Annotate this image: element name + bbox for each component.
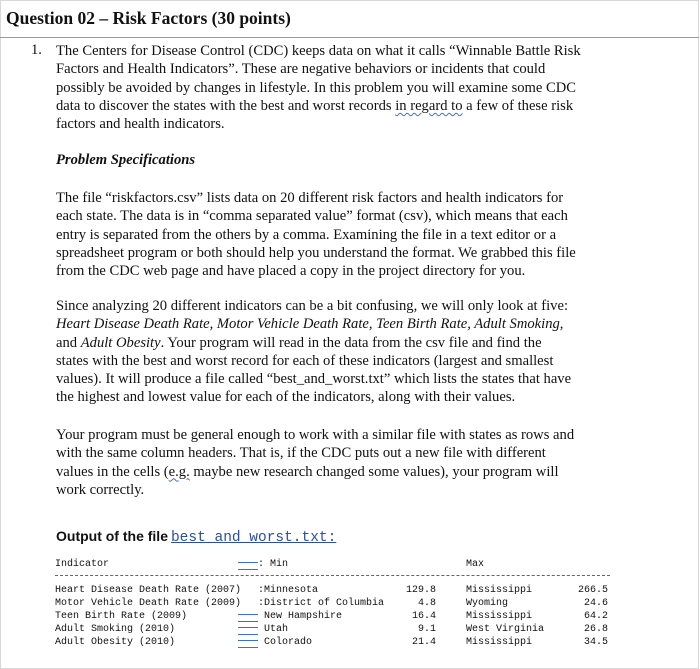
header-min: : Min bbox=[258, 559, 289, 570]
row-max-value: 64.2 bbox=[583, 611, 608, 622]
output-label-text: Output of the file bbox=[56, 528, 168, 544]
heading-divider bbox=[0, 37, 699, 38]
intro-line-5: factors and health indicators. bbox=[56, 116, 225, 133]
row-grammar-mark bbox=[238, 614, 258, 622]
intro-line-2: Factors and Health Indicators”. These are negative behaviors or incidents that could bbox=[56, 61, 546, 78]
eg-grammar-flag[interactable]: e.g. bbox=[168, 463, 190, 480]
para3-line-3a: values in the cells ( bbox=[56, 463, 169, 480]
row-min-value: 129.8 bbox=[405, 585, 436, 596]
row-indicator: Adult Obesity (2010) bbox=[55, 637, 176, 648]
table-divider bbox=[55, 575, 610, 576]
row-min-state: Colorado bbox=[264, 637, 313, 648]
row-max-value: 26.8 bbox=[583, 624, 608, 635]
row-max-state: West Virginia bbox=[466, 624, 545, 635]
header-max: Max bbox=[466, 559, 485, 570]
row-max-state: Mississippi bbox=[466, 585, 533, 596]
para3-line-4: work correctly. bbox=[56, 481, 145, 498]
row-min-state: Minnesota bbox=[264, 585, 319, 596]
row-max-value: 34.5 bbox=[583, 637, 608, 648]
spec-paragraph-1 bbox=[56, 189, 636, 280]
list-number: 1. bbox=[31, 42, 42, 58]
intro-paragraph bbox=[56, 42, 636, 133]
row-max-state: Mississippi bbox=[466, 637, 533, 648]
row-separator: : bbox=[258, 585, 265, 596]
output-label bbox=[56, 528, 336, 546]
row-indicator: Motor Vehicle Death Rate (2009) bbox=[55, 598, 242, 609]
row-max-value: 24.6 bbox=[583, 598, 608, 609]
para2-line-3c: . Your program will read in the data from the csv file and find the bbox=[160, 334, 542, 351]
para2-line-4: states with the best and worst record for each of these indicators (largest and smallest bbox=[56, 352, 554, 369]
spec-paragraph-3 bbox=[56, 426, 636, 499]
row-grammar-mark bbox=[238, 640, 258, 648]
para2-line-6: the highest and lowest value for each of the indicators, along with their values. bbox=[56, 389, 516, 406]
row-min-state: District of Columbia bbox=[264, 598, 385, 609]
para3-line-3c: maybe new research changed some values), your program will bbox=[189, 463, 559, 480]
para2-line-3b: Adult Obesity bbox=[80, 334, 161, 351]
row-min-value: 21.4 bbox=[411, 637, 436, 648]
para2-line-2: Heart Disease Death Rate, Motor Vehicle Death Rate, Teen Birth Rate, Adult Smoking, bbox=[56, 316, 564, 333]
header-indicator: Indicator bbox=[55, 559, 110, 570]
row-indicator: Heart Disease Death Rate (2007) bbox=[55, 585, 242, 596]
row-max-state: Wyoming bbox=[466, 598, 509, 609]
row-indicator: Adult Smoking (2010) bbox=[55, 624, 176, 635]
problem-specifications-heading: Problem Specifications bbox=[56, 152, 196, 168]
row-separator: : bbox=[258, 598, 265, 609]
row-min-value: 16.4 bbox=[411, 611, 436, 622]
intro-line-4a: data to discover the states with the best and worst records bbox=[56, 97, 396, 114]
intro-line-1: The Centers for Disease Control (CDC) keeps data on what it calls “Winnable Battle Risk bbox=[56, 43, 581, 59]
row-indicator: Teen Birth Rate (2009) bbox=[55, 611, 188, 622]
para3-line-3 bbox=[56, 463, 636, 481]
para2-line-5: values). It will produce a file called “best_and_worst.txt” which lists the states that have bbox=[56, 371, 572, 388]
intro-line-4 bbox=[56, 97, 636, 115]
row-min-state: New Hampshire bbox=[264, 611, 343, 622]
para3-line-1: Your program must be general enough to work with a similar file with states as rows and bbox=[56, 427, 575, 443]
header-grammar-mark bbox=[238, 562, 258, 570]
output-filename: best_and_worst.txt: bbox=[170, 530, 337, 546]
para1-line-4: spreadsheet program or both should help you understand the format. We grabbed this file bbox=[56, 244, 576, 261]
row-min-value: 9.1 bbox=[417, 624, 436, 635]
spec-paragraph-2 bbox=[56, 297, 636, 407]
para1-line-3: entry is separated from the others by a comma. Examining the file in a text editor or a bbox=[56, 226, 557, 243]
row-min-value: 4.8 bbox=[417, 598, 436, 609]
grammar-flag[interactable]: in regard to bbox=[395, 97, 463, 114]
intro-line-3: possibly be avoided by changes in lifestyle. In this problem you will examine some CDC bbox=[56, 79, 577, 96]
question-heading: Question 02 – Risk Factors (30 points) bbox=[6, 8, 291, 28]
row-max-value: 266.5 bbox=[577, 585, 608, 596]
para2-line-3a: and bbox=[56, 334, 81, 351]
para2-line-1: Since analyzing 20 different indicators can be a bit confusing, we will only look at five: bbox=[56, 298, 568, 314]
para1-line-2: each state. The data is in “comma separated value” format (csv), which means that each bbox=[56, 208, 568, 225]
row-grammar-mark bbox=[238, 627, 258, 635]
para3-line-2: with the same column headers. That is, if the CDC puts out a new file with different bbox=[56, 445, 546, 462]
para1-line-1: The file “riskfactors.csv” lists data on 20 different risk factors and health indicators for bbox=[56, 190, 564, 206]
row-min-state: Utah bbox=[264, 624, 289, 635]
intro-line-4c: a few of these risk bbox=[462, 97, 574, 114]
row-max-state: Mississippi bbox=[466, 611, 533, 622]
para1-line-5: from the CDC web page and have placed a copy in the project directory for you. bbox=[56, 263, 526, 280]
para2-line-3 bbox=[56, 334, 636, 352]
